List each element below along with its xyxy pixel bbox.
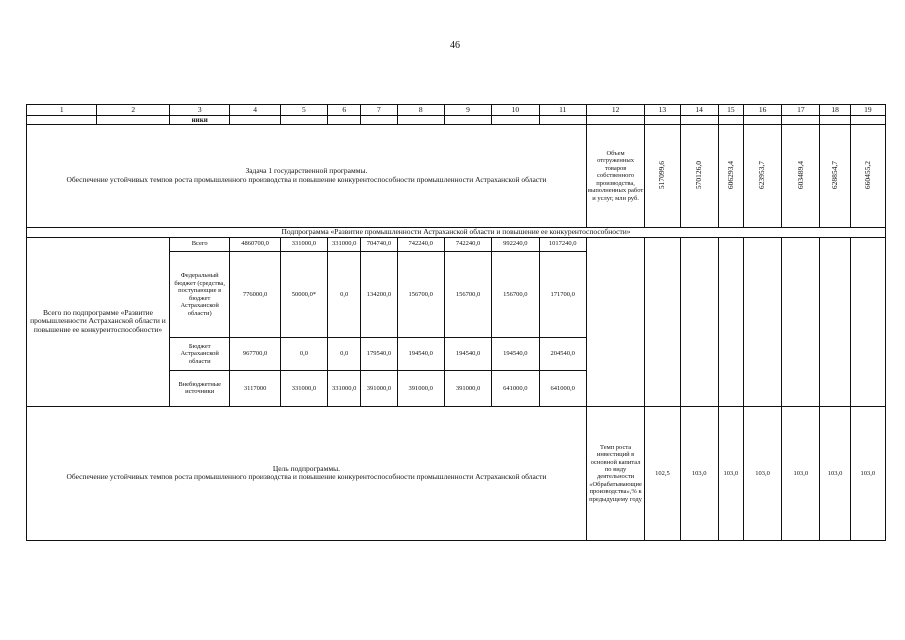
header-cell: 19 bbox=[850, 105, 885, 116]
header-cell: 12 bbox=[586, 105, 644, 116]
funding-value: 331000,0 bbox=[280, 370, 327, 406]
task-value: 603489,4 bbox=[782, 125, 820, 228]
header-cell: 5 bbox=[280, 105, 327, 116]
task-value: 606293,4 bbox=[718, 125, 743, 228]
funding-source: Внебюджетные источники bbox=[169, 370, 229, 406]
header-cell: 3 bbox=[169, 105, 229, 116]
task-indicator: Объем отгруженных товаров собственного производства, выполненных работ и услуг, млн руб. bbox=[586, 125, 644, 228]
header-cell: 1 bbox=[27, 105, 97, 116]
goal-text: Обеспечение устойчивых темпов роста промышленного производства и повышение конкурентоспособности промышленности Астраханской области bbox=[66, 472, 547, 482]
funding-value: 391000,0 bbox=[361, 370, 397, 406]
header-cell: 14 bbox=[680, 105, 718, 116]
funding-value: 179540,0 bbox=[361, 338, 397, 370]
header-cell: 7 bbox=[361, 105, 397, 116]
budget-table bbox=[26, 104, 886, 541]
funding-value: 331000,0 bbox=[280, 237, 327, 251]
task-value: 628854,7 bbox=[820, 125, 850, 228]
header-cell: 8 bbox=[397, 105, 444, 116]
subprogram-row bbox=[27, 227, 886, 237]
header-cell: 10 bbox=[492, 105, 539, 116]
goal-row bbox=[27, 406, 886, 540]
task-cell bbox=[27, 125, 587, 228]
total-label: Всего по подпрограмме «Развитие промышленности Астраханской области и повышение ее конкурентоспособности» bbox=[27, 237, 170, 406]
funding-value: 641000,0 bbox=[492, 370, 539, 406]
funding-value: 50000,0* bbox=[280, 251, 327, 338]
goal-value: 103,0 bbox=[782, 406, 820, 540]
task-value: 570126,0 bbox=[680, 125, 718, 228]
task-text: Обеспечение устойчивых темпов роста промышленного производства и повышение конкурентоспособности промышленности Астраханской области bbox=[66, 175, 547, 185]
task-value: 660455,2 bbox=[850, 125, 885, 228]
funding-value: 204540,0 bbox=[539, 338, 586, 370]
task-title: Задача 1 государственной программы. bbox=[245, 166, 368, 176]
funding-value: 171700,0 bbox=[539, 251, 586, 338]
task-value: 623953,7 bbox=[743, 125, 781, 228]
goal-value: 103,0 bbox=[743, 406, 781, 540]
goal-title: Цель подпрограммы. bbox=[272, 463, 341, 473]
goal-value: 103,0 bbox=[850, 406, 885, 540]
header-cell: 15 bbox=[718, 105, 743, 116]
funding-value: 134200,0 bbox=[361, 251, 397, 338]
funding-value: 194540,0 bbox=[444, 338, 491, 370]
header-cell: 6 bbox=[328, 105, 361, 116]
funding-value: 0,0 bbox=[328, 338, 361, 370]
header-cell: 17 bbox=[782, 105, 820, 116]
header-cell: 11 bbox=[539, 105, 586, 116]
funding-value: 156700,0 bbox=[397, 251, 444, 338]
funding-value: 742240,0 bbox=[444, 237, 491, 251]
funding-value: 0,0 bbox=[328, 251, 361, 338]
carry-text: ники bbox=[169, 116, 229, 125]
subprogram-title: Подпрограмма «Развитие промышленности Астраханской области и повышение ее конкурентоспособности» bbox=[27, 227, 886, 237]
goal-value: 103,0 bbox=[680, 406, 718, 540]
funding-value: 1017240,0 bbox=[539, 237, 586, 251]
funding-value: 156700,0 bbox=[444, 251, 491, 338]
funding-value: 331000,0 bbox=[328, 370, 361, 406]
funding-value: 641000,0 bbox=[539, 370, 586, 406]
goal-cell bbox=[27, 406, 587, 540]
header-cell: 4 bbox=[230, 105, 280, 116]
funding-value: 4860700,0 bbox=[230, 237, 280, 251]
funding-value: 742240,0 bbox=[397, 237, 444, 251]
carry-row bbox=[27, 116, 886, 125]
goal-value: 102,5 bbox=[645, 406, 680, 540]
goal-indicator: Темп роста инвестиций в основной капитал по виду деятельности «Обрабатывающие производства»,% к предыдущему году bbox=[586, 406, 644, 540]
header-cell: 16 bbox=[743, 105, 781, 116]
funding-value: 3117000 bbox=[230, 370, 280, 406]
goal-value: 103,0 bbox=[820, 406, 850, 540]
funding-value: 967700,0 bbox=[230, 338, 280, 370]
header-cell: 2 bbox=[97, 105, 170, 116]
funding-value: 391000,0 bbox=[397, 370, 444, 406]
funding-value: 156700,0 bbox=[492, 251, 539, 338]
funding-value: 776000,0 bbox=[230, 251, 280, 338]
funding-value: 0,0 bbox=[280, 338, 327, 370]
header-cell: 9 bbox=[444, 105, 491, 116]
header-row bbox=[27, 105, 886, 116]
funding-source: Бюджет Астраханской области bbox=[169, 338, 229, 370]
funding-source: Федеральный бюджет (средства, поступающие в бюджет Астраханской области) bbox=[169, 251, 229, 338]
funding-row bbox=[27, 237, 886, 251]
funding-value: 704740,0 bbox=[361, 237, 397, 251]
goal-value: 103,0 bbox=[718, 406, 743, 540]
funding-value: 194540,0 bbox=[492, 338, 539, 370]
task-value: 517099,6 bbox=[645, 125, 680, 228]
page-number: 46 bbox=[450, 40, 460, 51]
header-cell: 18 bbox=[820, 105, 850, 116]
funding-value: 331000,0 bbox=[328, 237, 361, 251]
funding-source: Всего bbox=[169, 237, 229, 251]
funding-value: 391000,0 bbox=[444, 370, 491, 406]
task-row bbox=[27, 125, 886, 228]
header-cell: 13 bbox=[645, 105, 680, 116]
funding-value: 992240,0 bbox=[492, 237, 539, 251]
funding-value: 194540,0 bbox=[397, 338, 444, 370]
